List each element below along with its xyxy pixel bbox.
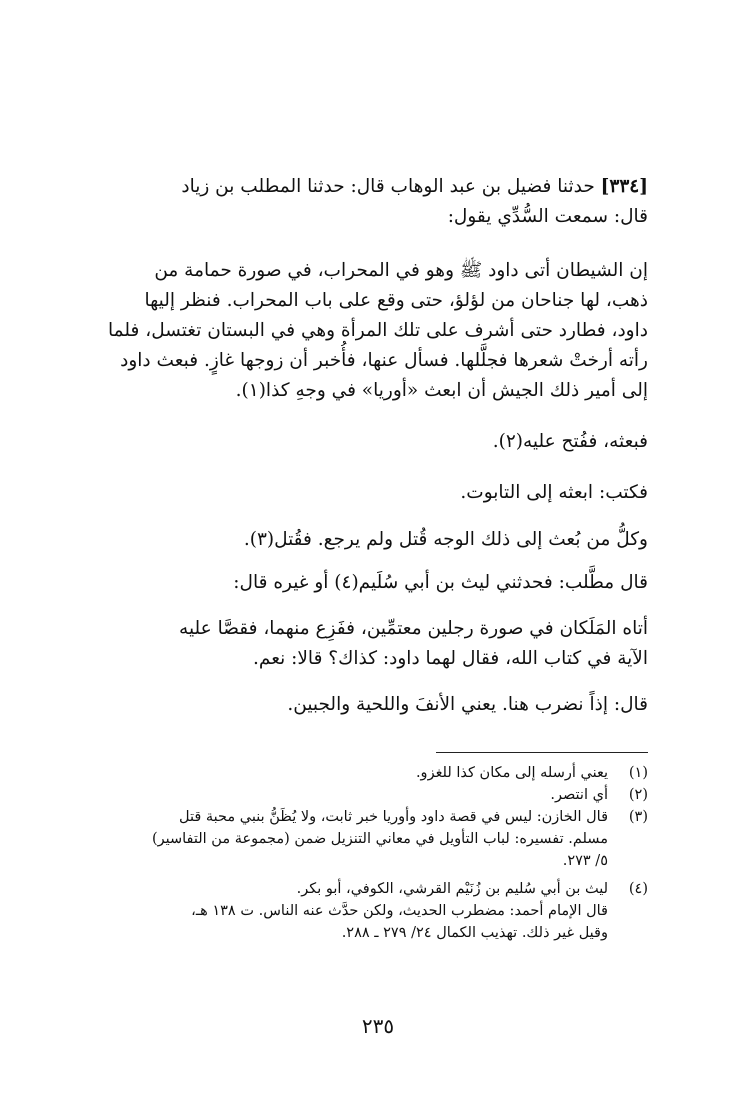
text-line: قال مطَّلب: فحدثني ليث بن أبي سُلَيم(٤) أو غيره قال:	[233, 572, 648, 593]
page-number: ٢٣٥	[361, 1014, 395, 1038]
text-line: رأته أرختْ شعرها فجلَّلها. فسأل عنها، فأُخبر أن زوجها غازٍ. فبعث داود	[120, 350, 648, 371]
text-line: إلى أمير ذلك الجيش أن ابعث «أوريا» في وجهِ كذا(١).	[235, 380, 648, 401]
footnote-separator	[436, 752, 648, 753]
paragraph-7	[108, 690, 648, 720]
paragraph-6	[108, 614, 648, 674]
footnote-1	[108, 762, 648, 784]
footnote-number: (٢)	[628, 787, 648, 803]
paragraph-5	[108, 568, 648, 598]
text-line: ذهب، لها جناحان من لؤلؤ، حتى وقع على باب المحراب. فنظر إليها	[144, 290, 648, 311]
text-line: إن الشيطان أتى داود ﷺ وهو في المحراب، في صورة حمامة من	[154, 260, 648, 281]
text-line: فبعثه، ففُتح عليه(٢).	[492, 431, 648, 452]
paragraph-2	[108, 427, 648, 457]
paragraph-4	[108, 525, 648, 555]
footnote-number: (٤)	[628, 881, 648, 897]
text-line: فكتب: ابعثه إلى التابوت.	[460, 482, 648, 503]
footnote-text: يعني أرسله إلى مكان كذا للغزو.	[415, 765, 608, 781]
text-line: داود، فطارد حتى أشرف على تلك المرأة وهي في البستان تغتسل، فلما	[108, 320, 648, 341]
footnote-text: أي انتصر.	[550, 787, 608, 803]
hadith-number: [٣٣٤]	[600, 176, 648, 197]
text-line: قال: إذاً نضرب هنا. يعني الأنفَ واللحية والجبين.	[287, 694, 648, 715]
isnad-line-1: [٣٣٤] حدثنا فضيل بن عبد الوهاب قال: حدثنا المطلب بن زياد	[181, 176, 648, 197]
hadith-isnad	[108, 172, 648, 232]
text-line: وكلُّ من بُعث إلى ذلك الوجه قُتل ولم يرجع. فقُتل(٣).	[243, 529, 648, 550]
footnote-text: ليث بن أبي سُليم بن زُنَيْم القرشي، الكوفي، أبو بكر. قال الإمام أحمد: مضطرب الحديث، ولكن حدَّث عنه الناس. ت ١٣٨ هـ، وقيل غير ذلك. تهذيب الكمال ٢٤/ ٢٧٩ ـ ٢٨٨.	[191, 881, 608, 941]
footnote-3	[108, 806, 648, 872]
footnote-2	[108, 784, 648, 806]
text-line: أتاه المَلَكان في صورة رجلين معتمِّين، ففَزِع منهما، فقصَّا عليه	[179, 618, 648, 639]
paragraph-1	[108, 256, 648, 406]
footnote-number: (١)	[628, 765, 648, 781]
footnotes	[108, 762, 648, 944]
isnad-line-2: قال: سمعت السُّدِّي يقول:	[447, 206, 648, 227]
paragraph-3	[108, 478, 648, 508]
text-line: الآية في كتاب الله، فقال لهما داود: كذاك؟ قالا: نعم.	[253, 648, 648, 669]
footnote-text: قال الخازن: ليس في قصة داود وأوريا خبر ثابت، ولا يُظَنُّ بنبي محبة قتل مسلم. تفسيره: لباب التأويل في معاني التنزيل ضمن (مجموعة من التفاسير) ٥/ ٢٧٣.	[151, 809, 608, 869]
footnote-4	[108, 878, 648, 944]
footnote-number: (٣)	[628, 809, 648, 825]
